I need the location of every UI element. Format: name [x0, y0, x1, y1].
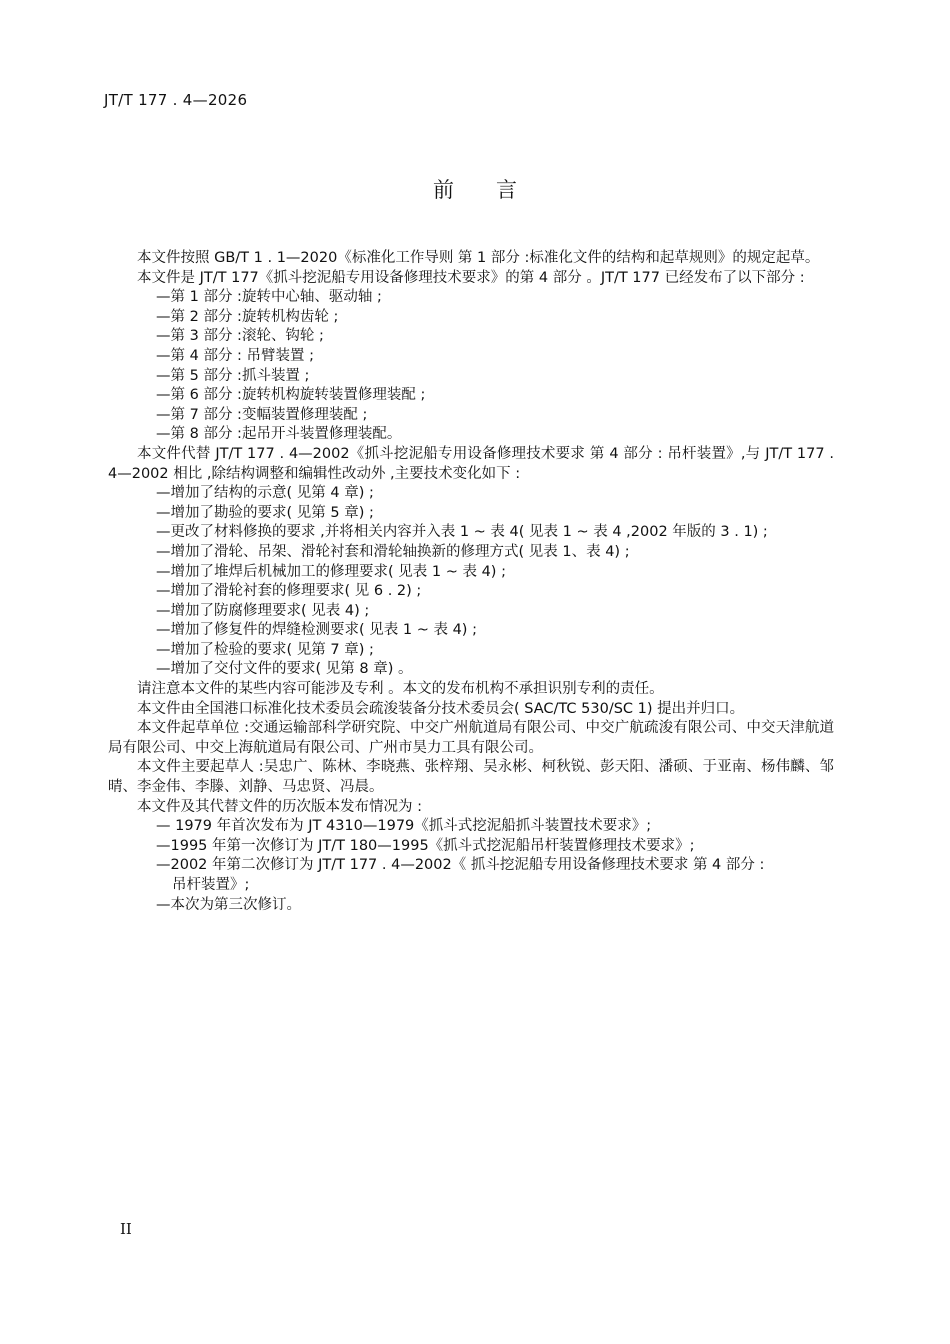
paragraph-series-intro: 本文件是 JT/T 177《抓斗挖泥船专用设备修理技术要求》的第 4 部分 。JT/T 177 已经发布了以下部分 :: [137, 269, 805, 286]
list-item-history: [108, 856, 834, 895]
list-item-change: —增加了勘验的要求( 见第 5 章) ;: [156, 504, 374, 521]
list-item-change: —增加了防腐修理要求( 见表 4) ;: [156, 602, 370, 619]
paragraph-drafting-units: 本文件起草单位 :交通运输部科学研究院、中交广州航道局有限公司、中交广航疏浚有限公司、中交天津航道局有限公司、中交上海航道局有限公司、广州市昊力工具有限公司。: [108, 720, 834, 756]
list-item-part: —第 7 部分 :变幅装置修理装配 ;: [156, 406, 368, 423]
history-item-text: —2002 年第二次修订为 JT/T 177 . 4—2002《 抓斗挖泥船专用设备修理技术要求 第 4 部分 :: [156, 857, 765, 874]
list-item-part: —第 8 部分 :起吊开斗装置修理装配。: [156, 426, 402, 443]
list-item-change: —增加了修复件的焊缝检测要求( 见表 1 ~ 表 4) ;: [156, 622, 477, 639]
paragraph-drafting-rule: 本文件按照 GB/T 1 . 1—2020《标准化工作导则 第 1 部分 :标准化文件的结构和起草规则》的规定起草。: [137, 250, 820, 266]
list-item-change: —增加了堆焊后机械加工的修理要求( 见表 1 ~ 表 4) ;: [156, 563, 506, 580]
foreword-body: [108, 249, 834, 915]
list-item-history: —1995 年第一次修订为 JT/T 180—1995《抓斗式挖泥船吊杆装置修理技术要求》;: [156, 837, 695, 854]
standard-id: JT/T 177 . 4—2026: [104, 91, 248, 109]
paragraph-replacement: 本文件代替 JT/T 177 . 4—2002《抓斗挖泥船专用设备修理技术要求 第 4 部分 : 吊杆装置》,与 JT/T 177 . 4—2002 相比 ,除结构调整和编辑性改动外 ,主要技术变化如下 :: [108, 445, 834, 482]
list-item-part: —第 5 部分 :抓斗装置 ;: [156, 367, 310, 384]
list-item-change: —增加了滑轮衬套的修理要求( 见 6 . 2) ;: [156, 583, 422, 600]
page-number: II: [120, 1220, 132, 1238]
list-item-history: — 1979 年首次发布为 JT 4310—1979《抓斗式挖泥船抓斗装置技术要求》;: [156, 818, 652, 835]
list-item-change: —增加了交付文件的要求( 见第 8 章) 。: [156, 661, 413, 678]
list-item-part: —第 1 部分 :旋转中心轴、驱动轴 ;: [156, 289, 382, 306]
page-title: 前言: [433, 178, 559, 202]
list-item-part: —第 4 部分 : 吊臂装置 ;: [156, 347, 315, 364]
paragraph-proposer: 本文件由全国港口标准化技术委员会疏浚装备分技术委员会( SAC/TC 530/SC 1) 提出并归口。: [137, 700, 745, 717]
list-item-history: —本次为第三次修订。: [156, 896, 301, 913]
list-item-change: —增加了检验的要求( 见第 7 章) ;: [156, 641, 374, 658]
history-item-continuation: 吊杆装置》;: [172, 877, 250, 893]
list-item-part: —第 3 部分 :滚轮、钩轮 ;: [156, 328, 324, 345]
paragraph-history-intro: 本文件及其代替文件的历次版本发布情况为 :: [137, 798, 422, 815]
list-item-change: —增加了滑轮、吊架、滑轮衬套和滑轮轴换新的修理方式( 见表 1、表 4) ;: [156, 543, 630, 560]
list-item-change: —更改了材料修换的要求 ,并将相关内容并入表 1 ~ 表 4( 见表 1 ~ 表 4 ,2002 年版的 3 . 1) ;: [156, 524, 768, 541]
list-item-part: —第 6 部分 :旋转机构旋转装置修理装配 ;: [156, 387, 426, 404]
paragraph-drafters: 本文件主要起草人 :吴忠广、陈林、李晓燕、张梓翔、吴永彬、柯秋锐、彭天阳、潘硕、于亚南、杨伟麟、邹晴、李金伟、李滕、刘静、马忠贤、冯晨。: [108, 759, 834, 796]
list-item-part: —第 2 部分 :旋转机构齿轮 ;: [156, 308, 339, 325]
paragraph-patent-notice: 请注意本文件的某些内容可能涉及专利 。本文的发布机构不承担识别专利的责任。: [137, 681, 664, 698]
list-item-change: —增加了结构的示意( 见第 4 章) ;: [156, 485, 374, 502]
